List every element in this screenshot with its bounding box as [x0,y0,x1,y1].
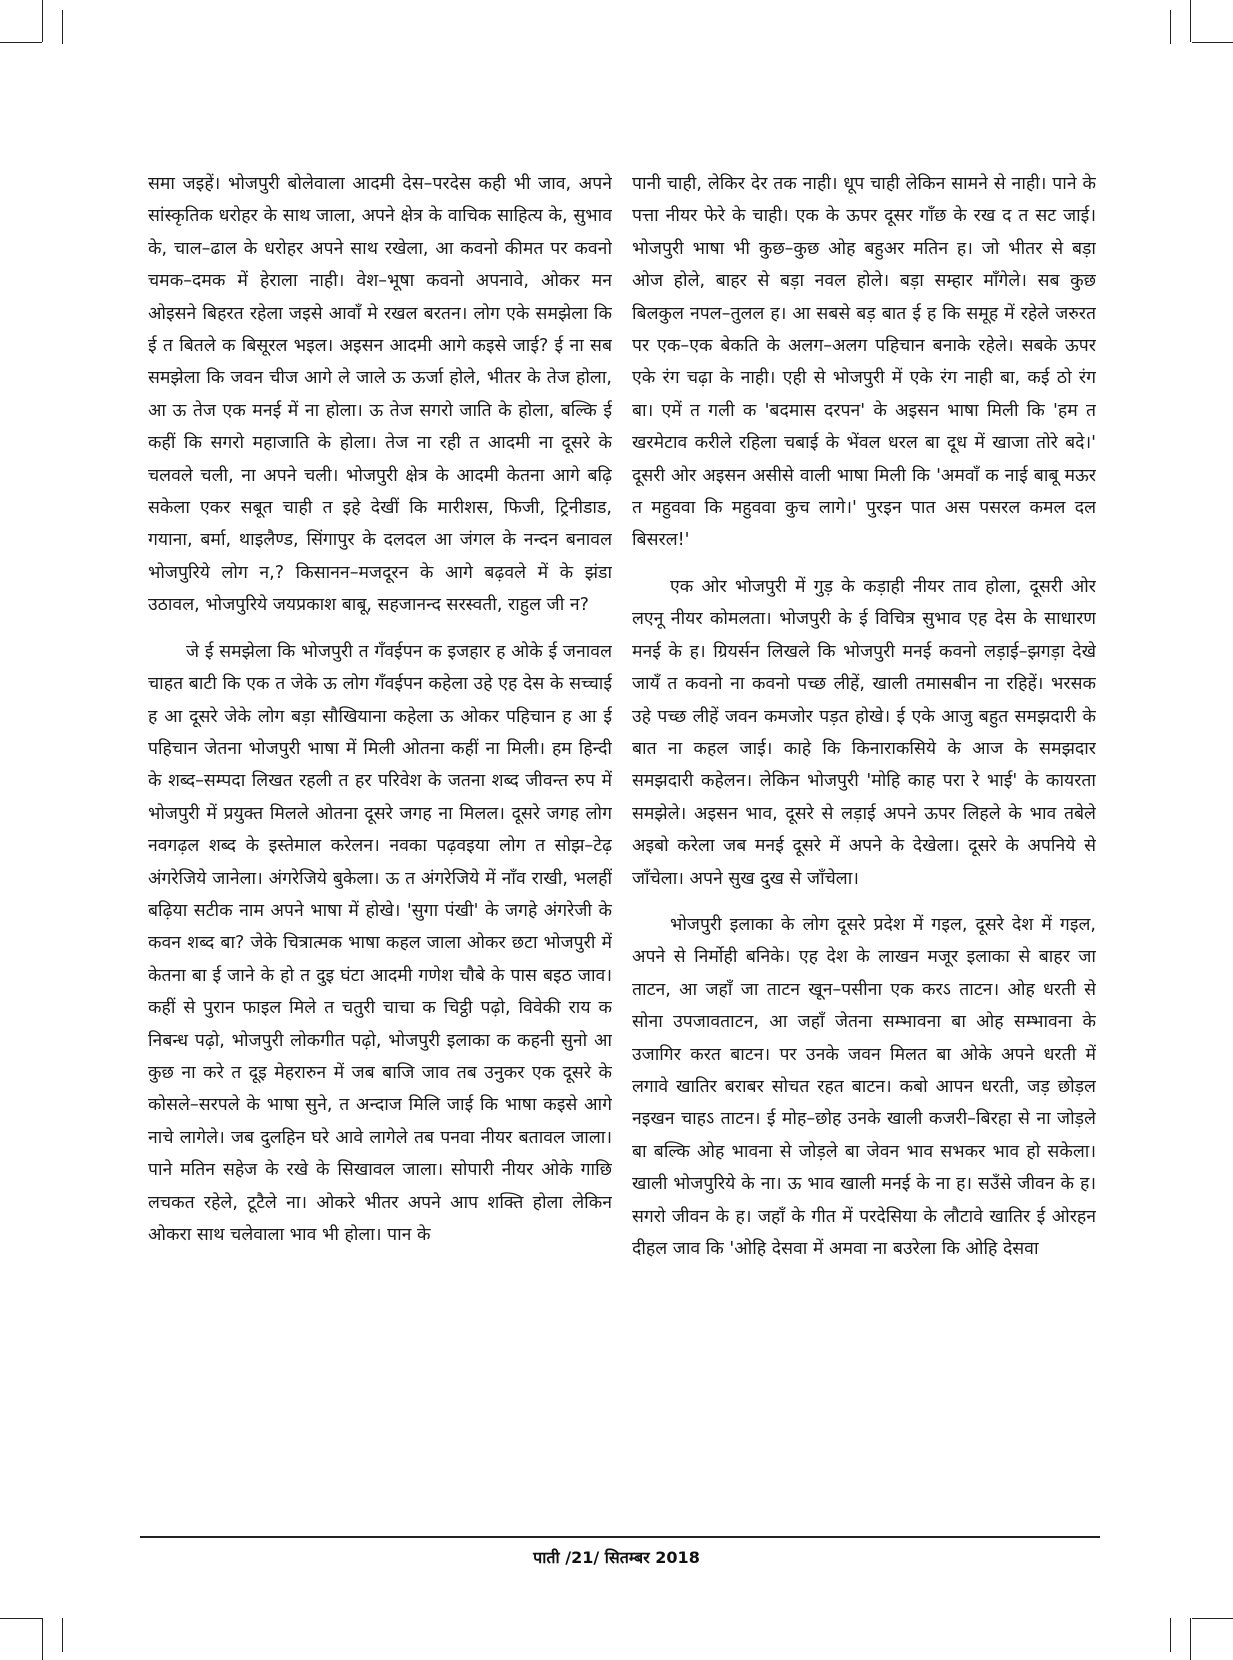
paragraph: एक ओर भोजपुरी में गुड़ के कड़ाही नीयर ताव होला, दूसरी ओर लएनू नीयर कोमलता। भोजपुरी के ई विचित्र सुभाव एह देस के साधारण मनई के ह। ग्रियर्सन लिखले कि भोजपुरी मनई कवनो लड़ाई–झगड़ा देखे जायँ त कवनो ना कवनो पच्छ लीहें, खाली तमासबीन ना रहिहें। भरसक उहे पच्छ लीहें जवन कमजोर पड़त होखे। ई एके आजु बहुत समझदारी के बात ना कहल जाई। काहे कि किनाराकसिये के आज के समझदार समझदारी कहेलन। लेकिन भोजपुरी 'मोहि काह परा रे भाई' के कायरता समझेले। अइसन भाव, दूसरे से लड़ाई अपने ऊपर लिहले के भाव तबेले अइबो करेला जब मनई दूसरे में अपने के देखेला। दूसरे के अपनिये से जाँचेला। अपने सुख दुख से जाँचेला। [632,576,1096,889]
paragraph: जे ई समझेला कि भोजपुरी त गँवईपन क इजहार ह ओके ई जनावल चाहत बाटी कि एक त जेके ऊ लोग गँवईपन कहेला उहे एह देस के सच्चाई ह आ दूसरे जेके लोग बड़ा सौखियाना कहेला ऊ ओकर पहिचान ह आ ई पहिचान जेतना भोजपुरी भाषा में मिली ओतना कहीं ना मिली। हम हिन्दी के शब्द–सम्पदा लिखत रहली त हर परिवेश के जतना शब्द जीवन्त रुप में भोजपुरी में प्रयुक्त मिलले ओतना दूसरे जगह ना मिलल। दूसरे जगह लोग नवगढ़ल शब्द के इस्तेमाल करेलन। नवका पढ़वइया लोग त सोझ–टेढ़ अंगरेजिये जानेला। अंगरेजिये बुकेला। ऊ त अंगरेजिये में नाँव राखी, भलहीं बढ़िया सटीक नाम अपने भाषा में होखे। 'सुगा पंखी' के जगहे अंगरेजी के कवन शब्द बा? जेके चित्रात्मक भाषा कहल जाला ओकर छटा भोजपुरी में केतना बा ई जाने के हो त दुइ घंटा आदमी गणेश चौबे के पास बइठ जाव। कहीं से पुरान फाइल मिले त चतुरी चाचा क चिट्ठी पढ़ो, विवेकी राय क निबन्ध पढ़ो, भोजपुरी लोकगीत पढ़ो, भोजपुरी इलाका क कहनी सुनो आ कुछ ना करे त दूइ मेहरारुन में जब बाजि जाव तब उनुकर एक दूसरे के कोसले–सरपले के भाषा सुने, त अन्दाज मिलि जाई कि भाषा कइसे आगे नाचे लागेले। जब दुलहिन घरे आवे लागेले तब पनवा नीयर बतावल जाला। पाने मतिन सहेज के रखे के सिखावल जाला। सोपारी नीयर ओके गाछि लचकत रहेले, टूटैले ना। ओकरे भीतर अपने आप शक्ति होला लेकिन ओकरा साथ चलेवाला भाव भी होला। पान के [148,641,612,1245]
crop-mark-top-left-v1 [42,0,43,42]
paragraph: समा जइहें। भोजपुरी बोलेवाला आदमी देस–परदेस कही भी जाव, अपने सांस्कृतिक धरोहर के साथ जाला, अपने क्षेत्र के वाचिक साहित्य के, सुभाव के, चाल–ढाल के धरोहर अपने साथ रखेला, आ कवनो कीमत पर कवनो चमक–दमक में हेराला नाही। वेश–भूषा कवनो अपनावे, ओकर मन ओइसने बिहरत रहेला जइसे आवाँ मे रखल बरतन। लोग एके समझेला कि ई त बितले क बिसूरल भइल। अइसन आदमी आगे कइसे जाई? ई ना सब समझेला कि जवन चीज आगे ले जाले ऊ ऊर्जा होले, भीतर के तेज होला, आ ऊ तेज एक मनई में ना होला। ऊ तेज सगरो जाति के होला, बल्कि ई कहीं कि सगरो महाजाति के होला। तेज ना रही त आदमी ना दूसरे के चलवले चली, ना अपने चली। भोजपुरी क्षेत्र के आदमी केतना आगे बढ़ि सकेला एकर सबूत चाही त इहे देखीं कि मारीशस, फिजी, ट्रिनीडाड, गयाना, बर्मा, थाइलैण्ड, सिंगापुर के दलदल आ जंगल के नन्दन बनावल भोजपुरिये लोग न,? किसानन–मजदूरन के आगे बढ़वले में के झंडा उठावल, भोजपुरिये जयप्रकाश बाबू, सहजानन्द सरस्वती, राहुल जी न? [148,174,612,616]
paragraph: पानी चाही, लेकिर देर तक नाही। धूप चाही लेकिन सामने से नाही। पाने के पत्ता नीयर फेरे के चाही। एक के ऊपर दूसर गाँछ के रख द त सट जाई। भोजपुरी भाषा भी कुछ–कुछ ओह बहुअर मतिन ह। जो भीतर से बड़ा ओज होले, बाहर से बड़ा नवल होले। बड़ा सम्हार माँगेले। सब कुछ बिलकुल नपल–तुलल ह। आ सबसे बड़ बात ई ह कि समूह में रहेले जरुरत पर एक–एक बेकति के अलग–अलग पहिचान बनाके रहेले। सबके ऊपर एके रंग चढ़ा के नाही। एही से भोजपुरी में एके रंग नाही बा, कई ठो रंग बा। एमें त गली क 'बदमास दरपन' के अइसन भाषा मिली कि 'हम त खरमेटाव करीले रहिला चबाई के भेंवल धरल बा दूध में खाजा तोरे बदे।' दूसरी ओर अइसन असीसे वाली भाषा मिली कि 'अमवाँ क नाई बाबू मऊर त महुववा कि महुववा कुच लागे।' पुरइन पात अस पसरल कमल दल बिसरल!' [632,174,1096,551]
crop-mark-top-right-v2 [1170,10,1171,44]
crop-mark-top-left-v2 [62,10,63,44]
crop-mark-bottom-left-v1 [42,1618,43,1660]
left-column [148,168,612,1528]
right-column [632,168,1096,1528]
page-folio: पाती /21/ सितम्बर 2018 [533,1548,700,1567]
crop-mark-bottom-left-h [0,1618,42,1619]
crop-mark-bottom-right-v1 [1190,1618,1191,1660]
crop-mark-bottom-right-v2 [1170,1618,1171,1652]
crop-mark-top-left-h [0,42,42,43]
crop-mark-top-right-v1 [1190,0,1191,42]
crop-mark-bottom-right-h [1192,1618,1233,1619]
paragraph: भोजपुरी इलाका के लोग दूसरे प्रदेश में गइल, दूसरे देश में गइल, अपने से निर्मोही बनिके। एह देश के लाखन मजूर इलाका से बाहर जा ताटन, आ जहाँ जा ताटन खून–पसीना एक करऽ ताटन। ओह धरती से सोना उपजावताटन, आ जहाँ जेतना सम्भावना बा ओह सम्भावना के उजागिर करत बाटन। पर उनके जवन मिलत बा ओके अपने धरती में लगावे खातिर बराबर सोचत रहत बाटन। कबो आपन धरती, जड़ छोड़ल नइखन चाहऽ ताटन। ई मोह–छोह उनके खाली कजरी–बिरहा से ना जोड़ले बा बल्कि ओह भावना से जोड़ले बा जेवन भाव सभकर भाव हो सकेला। खाली भोजपुरिये के ना। ऊ भाव खाली मनई के ना ह। सउँसे जीवन के ह। सगरो जीवन के ह। जहाँ के गीत में परदेसिया के लौटावे खातिर ई ओरहन दीहल जाव कि 'ओहि देसवा में अमवा ना बउरेला कि ओहि देसवा [632,914,1096,1259]
crop-mark-bottom-left-v2 [62,1618,63,1652]
crop-mark-top-right-h [1192,42,1233,43]
footer-rule [140,1536,1100,1538]
